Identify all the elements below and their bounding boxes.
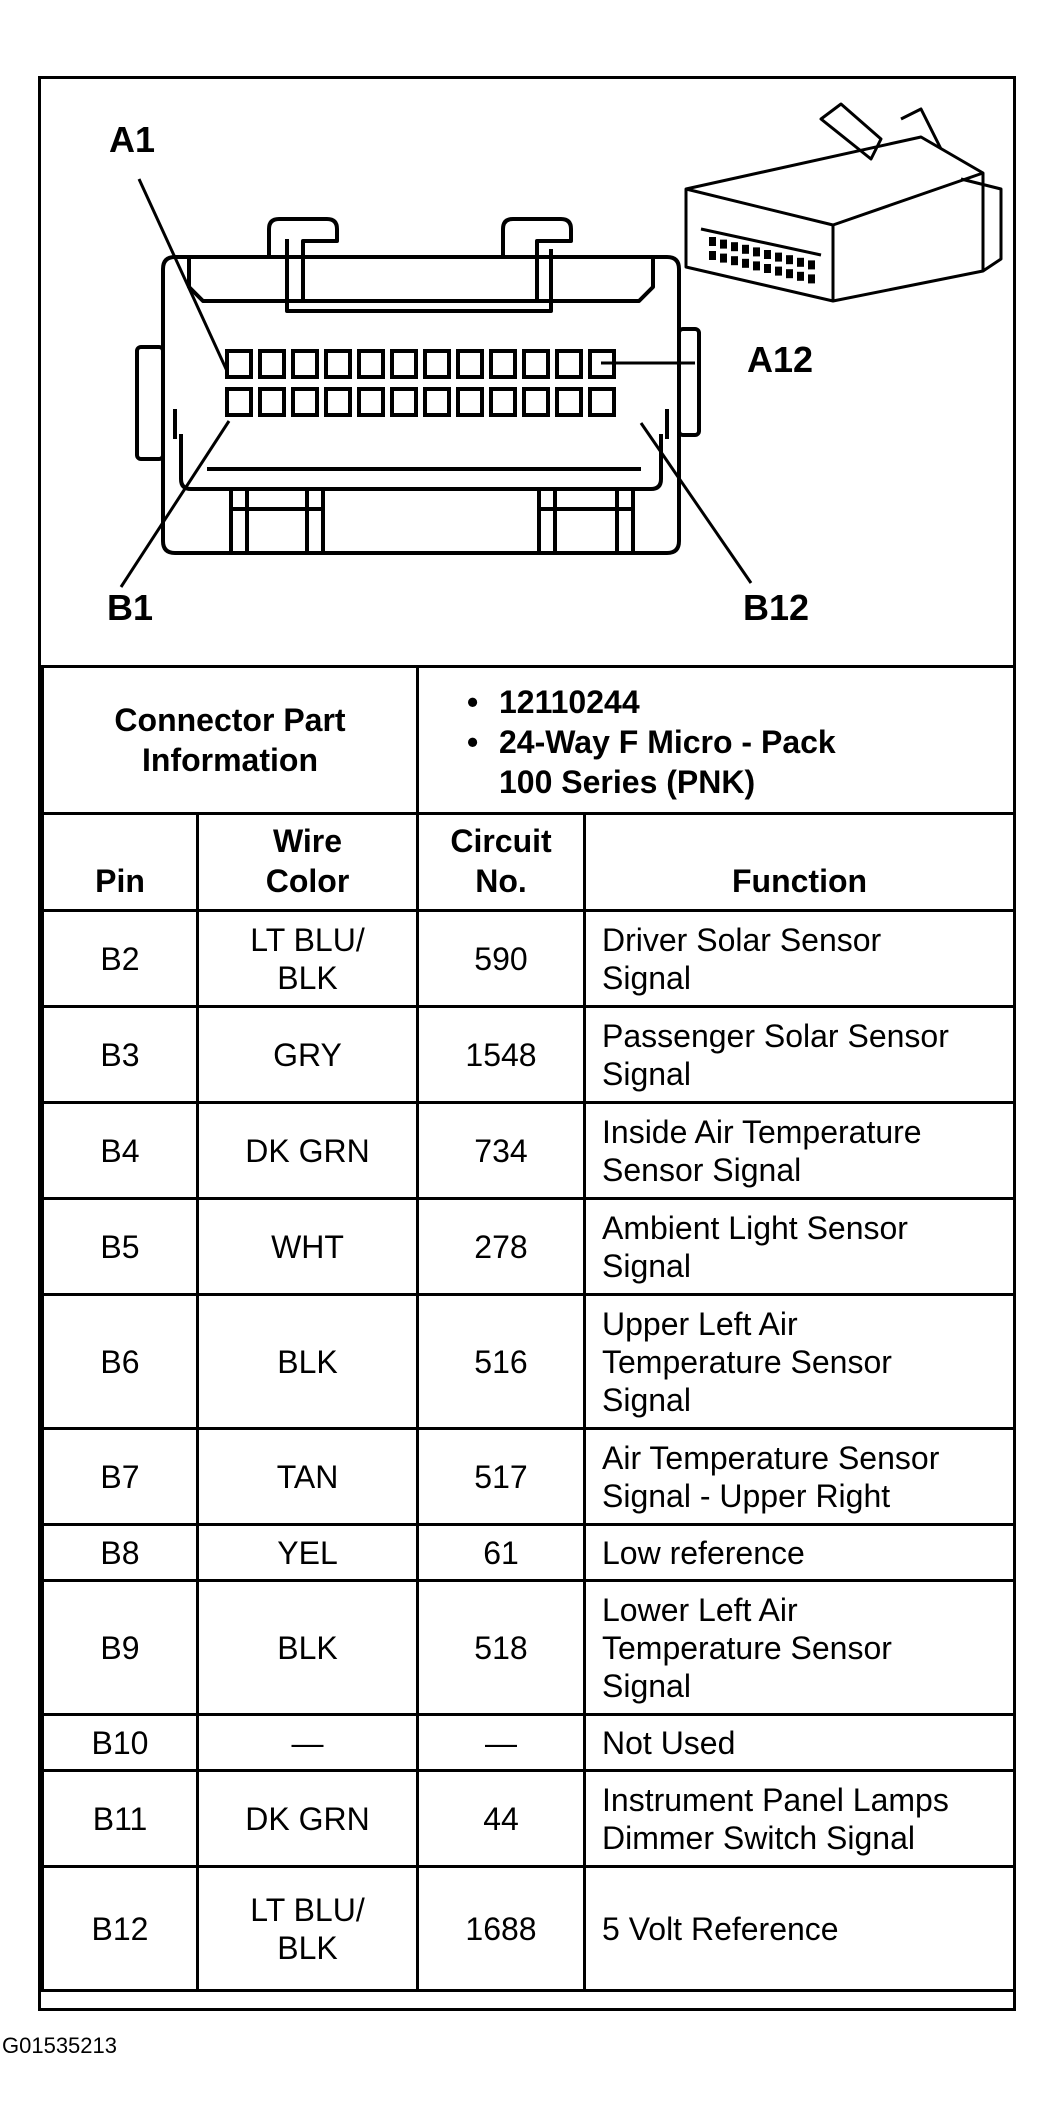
column-header-circuit: Circuit No. — [418, 814, 585, 911]
sketch-pin — [775, 267, 782, 276]
function-cell: Inside Air Temperature Sensor Signal — [585, 1103, 1015, 1199]
sketch-pin — [753, 261, 760, 270]
bullet-icon: • — [467, 724, 479, 760]
function-cell: 5 Volt Reference — [585, 1867, 1015, 1991]
connector-info-label: Connector Part Information — [43, 667, 418, 814]
sketch-pin — [764, 264, 771, 273]
callout-line-a1 — [139, 179, 227, 371]
table-row — [43, 1525, 1015, 1581]
pin-cavity — [392, 351, 416, 377]
sketch-pin — [786, 255, 793, 264]
column-header-row — [43, 814, 1015, 911]
table-row — [43, 1581, 1015, 1715]
pin-cavity — [557, 389, 581, 415]
circuit-cell: 517 — [418, 1429, 585, 1525]
sketch-pin — [742, 245, 749, 254]
callout-lines — [121, 179, 751, 587]
circuit-cell: 1548 — [418, 1007, 585, 1103]
pin-cavity — [425, 389, 449, 415]
pin-cavity — [326, 351, 350, 377]
sketch-pin — [709, 251, 716, 260]
pin-cell: B12 — [43, 1867, 198, 1991]
part-description: • 24-Way F Micro - Pack — [467, 724, 836, 760]
circuit-cell: 518 — [418, 1581, 585, 1715]
pin-cavity — [293, 351, 317, 377]
connector-perspective-sketch — [686, 104, 1001, 301]
pin-cavity — [260, 351, 284, 377]
pin-cell: B7 — [43, 1429, 198, 1525]
pin-cavity — [557, 351, 581, 377]
sketch-pin — [709, 237, 716, 246]
sketch-pin — [720, 240, 727, 249]
circuit-cell: 44 — [418, 1771, 585, 1867]
pin-cavity — [359, 351, 383, 377]
callout-b12: B12 — [743, 587, 810, 628]
pin-cavity — [293, 389, 317, 415]
pin-cavity — [524, 351, 548, 377]
function-cell: Ambient Light Sensor Signal — [585, 1199, 1015, 1295]
wire-color-cell: BLK — [198, 1581, 418, 1715]
function-cell: Not Used — [585, 1715, 1015, 1771]
column-header-function: Function — [585, 814, 1015, 911]
pin-cell: B3 — [43, 1007, 198, 1103]
pin-cell: B9 — [43, 1581, 198, 1715]
figure-id: G01535213 — [2, 2033, 117, 2058]
wire-color-cell: DK GRN — [198, 1771, 418, 1867]
wire-color-cell: YEL — [198, 1525, 418, 1581]
column-header-wire-color: Wire Color — [198, 814, 418, 911]
circuit-cell: 734 — [418, 1103, 585, 1199]
connector-body — [137, 219, 699, 553]
function-cell: Passenger Solar Sensor Signal — [585, 1007, 1015, 1103]
column-header-pin: Pin — [43, 814, 198, 911]
circuit-cell: 61 — [418, 1525, 585, 1581]
function-cell: Upper Left Air Temperature Sensor Signal — [585, 1295, 1015, 1429]
bullet-icon: • — [467, 684, 479, 720]
circuit-cell: 516 — [418, 1295, 585, 1429]
callout-a12: A12 — [747, 339, 814, 380]
function-cell: Instrument Panel Lamps Dimmer Switch Signal — [585, 1771, 1015, 1867]
circuit-cell: 278 — [418, 1199, 585, 1295]
wire-color-cell: TAN — [198, 1429, 418, 1525]
pin-cell: B4 — [43, 1103, 198, 1199]
table-row — [43, 1429, 1015, 1525]
connector-info-row — [43, 667, 1015, 814]
pin-cavity — [326, 389, 350, 415]
wire-color-cell: BLK — [198, 1295, 418, 1429]
pin-cavity — [458, 351, 482, 377]
pin-cavity — [227, 351, 251, 377]
circuit-cell: 590 — [418, 911, 585, 1007]
sketch-pin — [764, 250, 771, 259]
pin-cell: B5 — [43, 1199, 198, 1295]
pin-cavity — [458, 389, 482, 415]
wire-color-cell: LT BLU/ BLK — [198, 1867, 418, 1991]
sketch-pin — [797, 272, 804, 281]
table-row — [43, 1295, 1015, 1429]
sketch-pin — [742, 259, 749, 268]
pin-cavity — [491, 351, 515, 377]
table-row — [43, 1715, 1015, 1771]
table-row — [43, 1771, 1015, 1867]
sketch-pin — [731, 242, 738, 251]
pin-cell: B10 — [43, 1715, 198, 1771]
wire-color-cell: LT BLU/ BLK — [198, 911, 418, 1007]
sketch-pin — [731, 256, 738, 265]
connector-drawing — [41, 79, 1013, 665]
wire-color-cell: DK GRN — [198, 1103, 418, 1199]
pin-cavity — [392, 389, 416, 415]
sketch-pin — [775, 253, 782, 262]
sketch-pin — [797, 258, 804, 267]
circuit-cell: — — [418, 1715, 585, 1771]
pin-cavity — [260, 389, 284, 415]
function-cell: Air Temperature Sensor Signal - Upper Right — [585, 1429, 1015, 1525]
table-row — [43, 1199, 1015, 1295]
callout-b1: B1 — [107, 587, 154, 628]
sketch-pin — [753, 247, 760, 256]
pin-cell: B6 — [43, 1295, 198, 1429]
connector-diagram — [41, 79, 1013, 665]
connector-sheet — [38, 76, 1016, 2011]
callout-line-b12 — [641, 423, 751, 583]
part-description-line2: 100 Series (PNK) — [499, 764, 756, 800]
wire-color-cell: GRY — [198, 1007, 418, 1103]
table-row — [43, 1103, 1015, 1199]
pin-cavity — [359, 389, 383, 415]
connector-info-details — [418, 667, 1015, 814]
table-row — [43, 1007, 1015, 1103]
table-row — [43, 911, 1015, 1007]
function-cell: Low reference — [585, 1525, 1015, 1581]
pin-cavity — [227, 389, 251, 415]
sketch-pin — [786, 269, 793, 278]
pin-cell: B8 — [43, 1525, 198, 1581]
circuit-cell: 1688 — [418, 1867, 585, 1991]
wire-color-cell: — — [198, 1715, 418, 1771]
pin-cell: B2 — [43, 911, 198, 1007]
pin-cavities — [227, 351, 614, 415]
pin-cavity — [491, 389, 515, 415]
sketch-pin — [720, 254, 727, 263]
function-cell: Lower Left Air Temperature Sensor Signal — [585, 1581, 1015, 1715]
sketch-pin — [808, 274, 815, 283]
pin-cavity — [524, 389, 548, 415]
pin-cell: B11 — [43, 1771, 198, 1867]
function-cell: Driver Solar Sensor Signal — [585, 911, 1015, 1007]
pinout-table — [41, 665, 1016, 1992]
part-number: • 12110244 — [467, 684, 640, 720]
pin-cavity — [425, 351, 449, 377]
pin-cavity — [590, 389, 614, 415]
sketch-pin — [808, 260, 815, 269]
table-row — [43, 1867, 1015, 1991]
callout-a1: A1 — [109, 119, 156, 160]
wire-color-cell: WHT — [198, 1199, 418, 1295]
